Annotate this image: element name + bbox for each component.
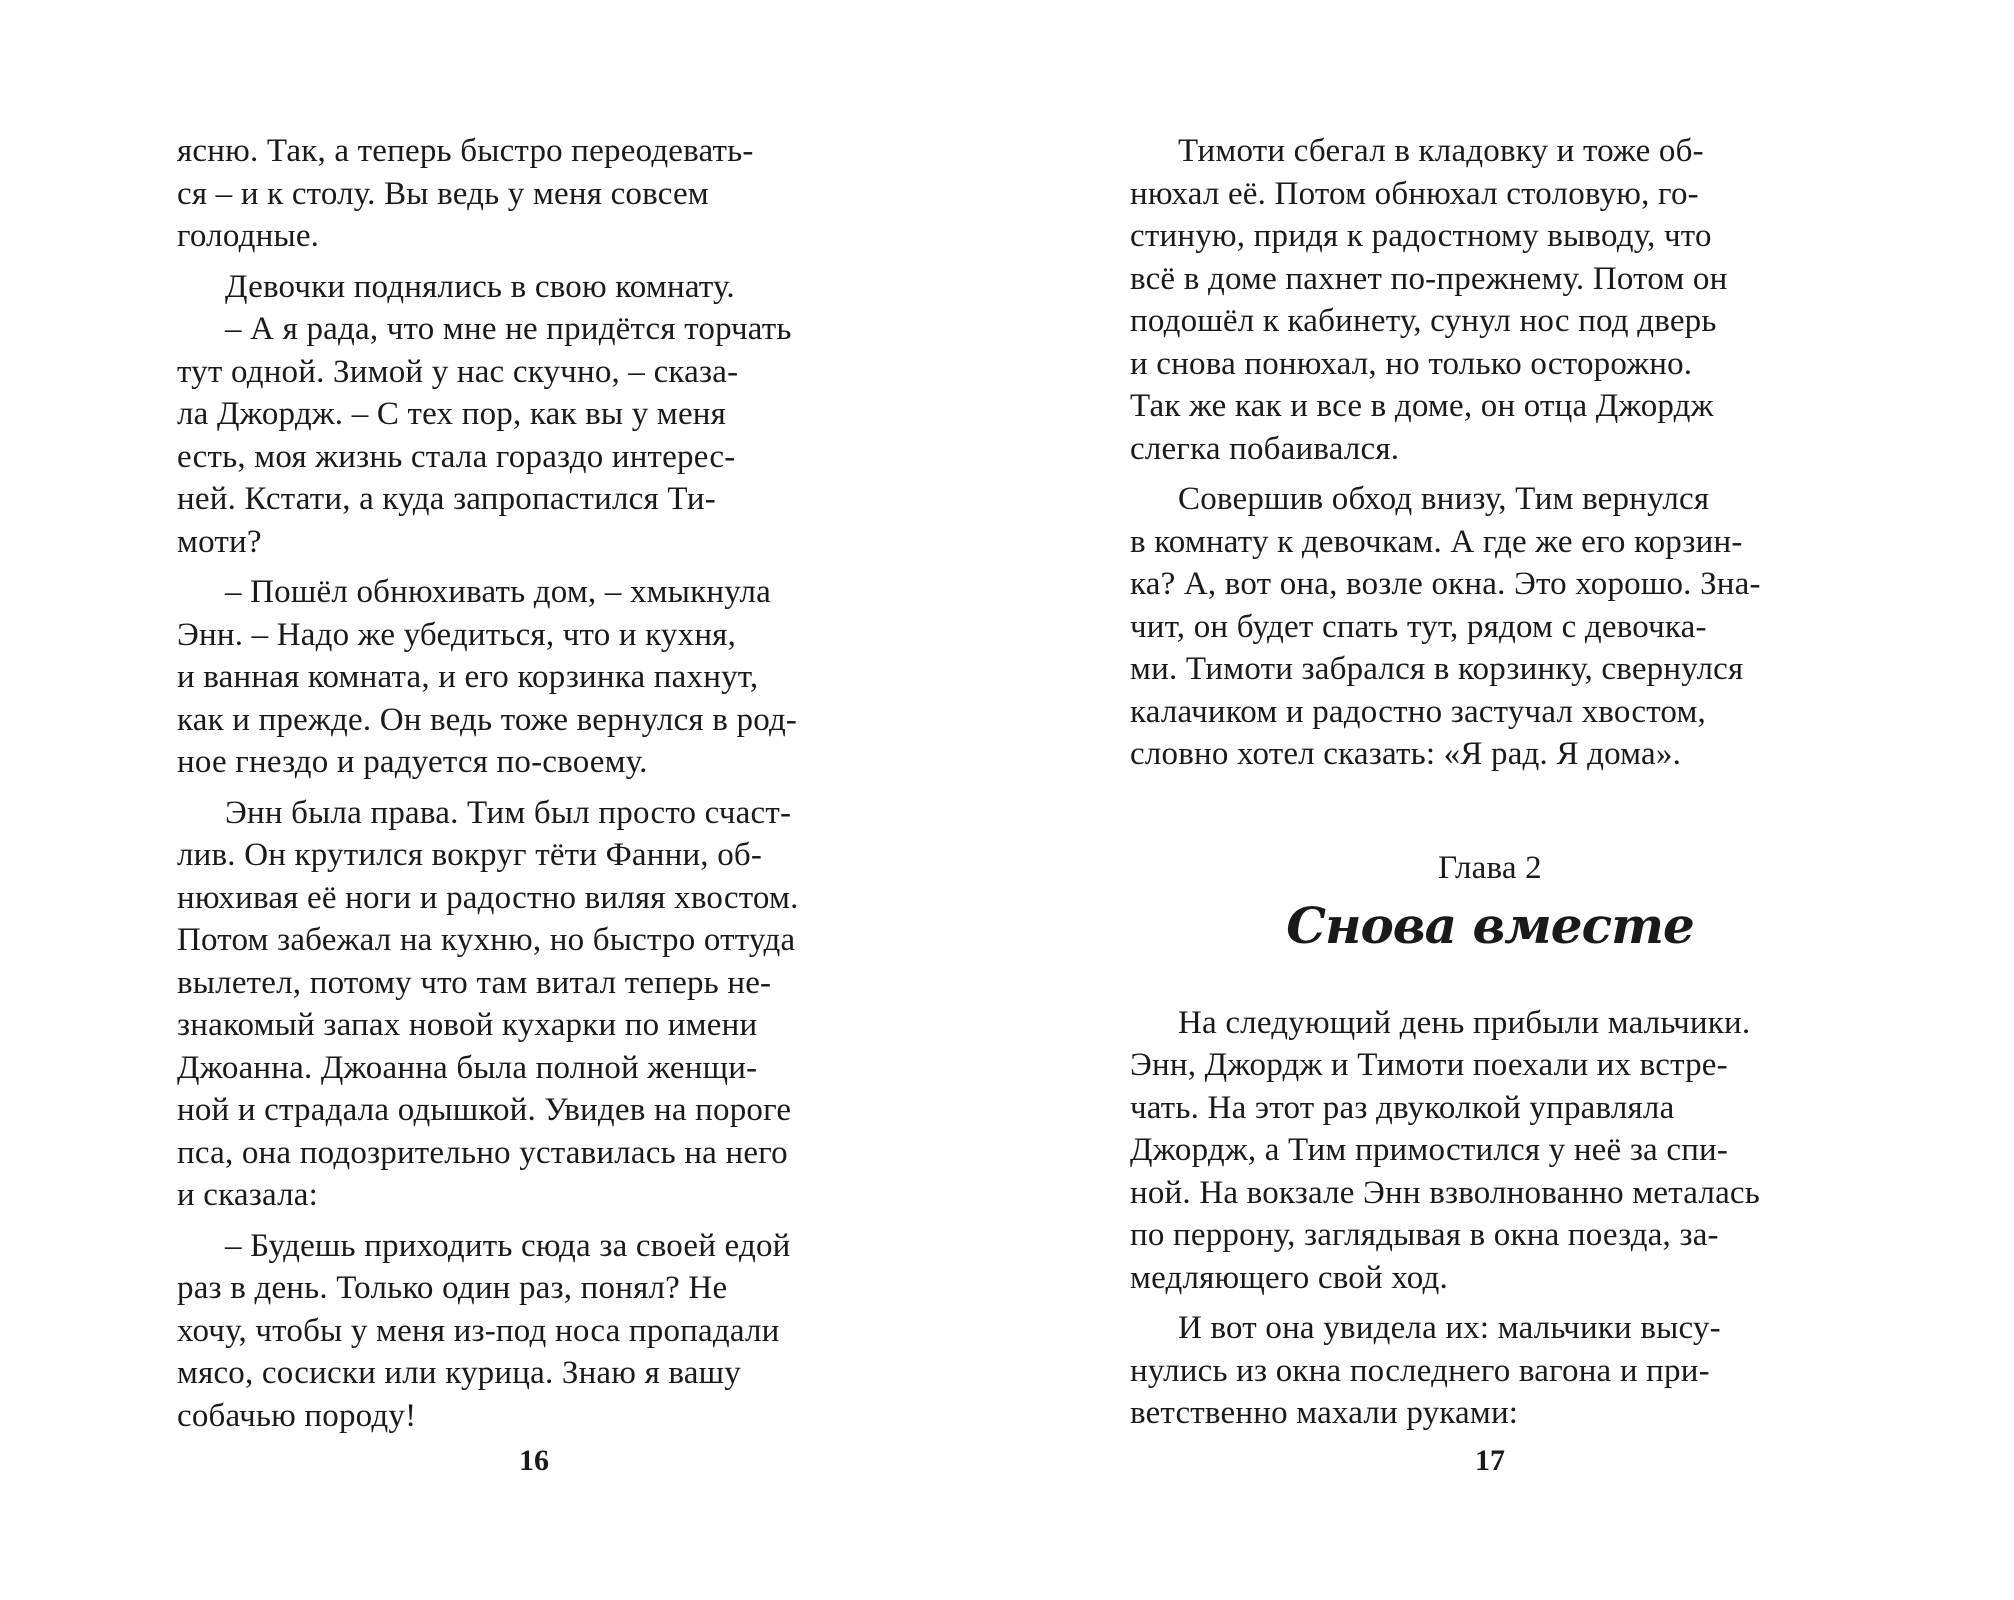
paragraph: Девочки поднялись в свою комнату. — [225, 268, 735, 305]
paragraph: – Пошёл обнюхивать дом, – хмыкнула Энн. – Надо же убедиться, что и кухня, и ванная комната, и его корзинка пахнут, как и прежде. Он ведь тоже вернулся в род- ное гнездо и радуется по-своему. — [177, 574, 798, 780]
chapter-label: Глава 2 — [1438, 849, 1542, 886]
paragraph: Тимоти сбегал в кладовку и тоже об- нюхал её. Потом обнюхал столовую, го- стиную, придя к радостному выводу, что всё в доме пахнет по-прежнему. Потом он подошёл к кабинету, сунул нос под дверь и снова понюхал, но только осторожно. Так же как и все в доме, он отца Джордж слегка побаивался. — [1130, 133, 1728, 467]
page-number-left: 16 — [519, 1444, 549, 1477]
paragraph: – А я рада, что мне не придётся торчать тут одной. Зимой у нас скучно, – сказа- ла Джордж. – С тех пор, как вы у меня есть, моя жизнь стала гораздо интерес- ней. Кстати, а куда запропастился Ти- моти? — [177, 311, 792, 560]
chapter-title: Снова вместе — [1286, 895, 1694, 955]
right-page — [1130, 130, 1850, 1435]
left-page — [177, 130, 897, 1437]
page-number-right: 17 — [1475, 1444, 1505, 1477]
paragraph: – Будешь приходить сюда за своей едой раз в день. Только один раз, понял? Не хочу, чтобы у меня из-под носа пропадали мясо, сосиски или курица. Знаю я вашу собачью породу! — [177, 1227, 791, 1434]
paragraph: На следующий день прибыли мальчики. Энн, Джордж и Тимоти поехали их встре- чать. На этот раз двуколкой управляла Джордж, а Тим примостился у неё за спи- ной. На вокзале Энн взволнованно металась по перрону, заглядывая в окна поезда, за- медляющего свой ход. — [1130, 1004, 1761, 1296]
chapter-heading — [1130, 848, 1850, 958]
paragraph: ясню. Так, а теперь быстро переодевать- ся – и к столу. Вы ведь у меня совсем голодные. — [177, 133, 754, 254]
paragraph: Энн была права. Тим был просто счаст- лив. Он крутился вокруг тёти Фанни, об- нюхивая её ноги и радостно виляя хвостом. Потом забежал на кухню, но быстро оттуда вылетел, потому что там витал теперь не- знакомый запах новой кухарки по имени Джоанна. Джоанна была полной женщи- ной и страдала одышкой. Увидев на пороге пса, она подозрительно уставилась на него и сказала: — [177, 794, 799, 1213]
paragraph: И вот она увидела их: мальчики высу- нулись из окна последнего вагона и при- ветственно махали руками: — [1130, 1310, 1721, 1431]
paragraph: Совершив обход внизу, Тим вернулся в комнату к девочкам. А где же его корзин- ка? А, вот она, возле окна. Это хорошо. Зна- чит, он будет спать тут, рядом с девочка- ми. Тимоти забрался в корзинку, свернулся калачиком и радостно застучал хвостом, словно хотел сказать: «Я рад. Я дома». — [1130, 481, 1761, 772]
